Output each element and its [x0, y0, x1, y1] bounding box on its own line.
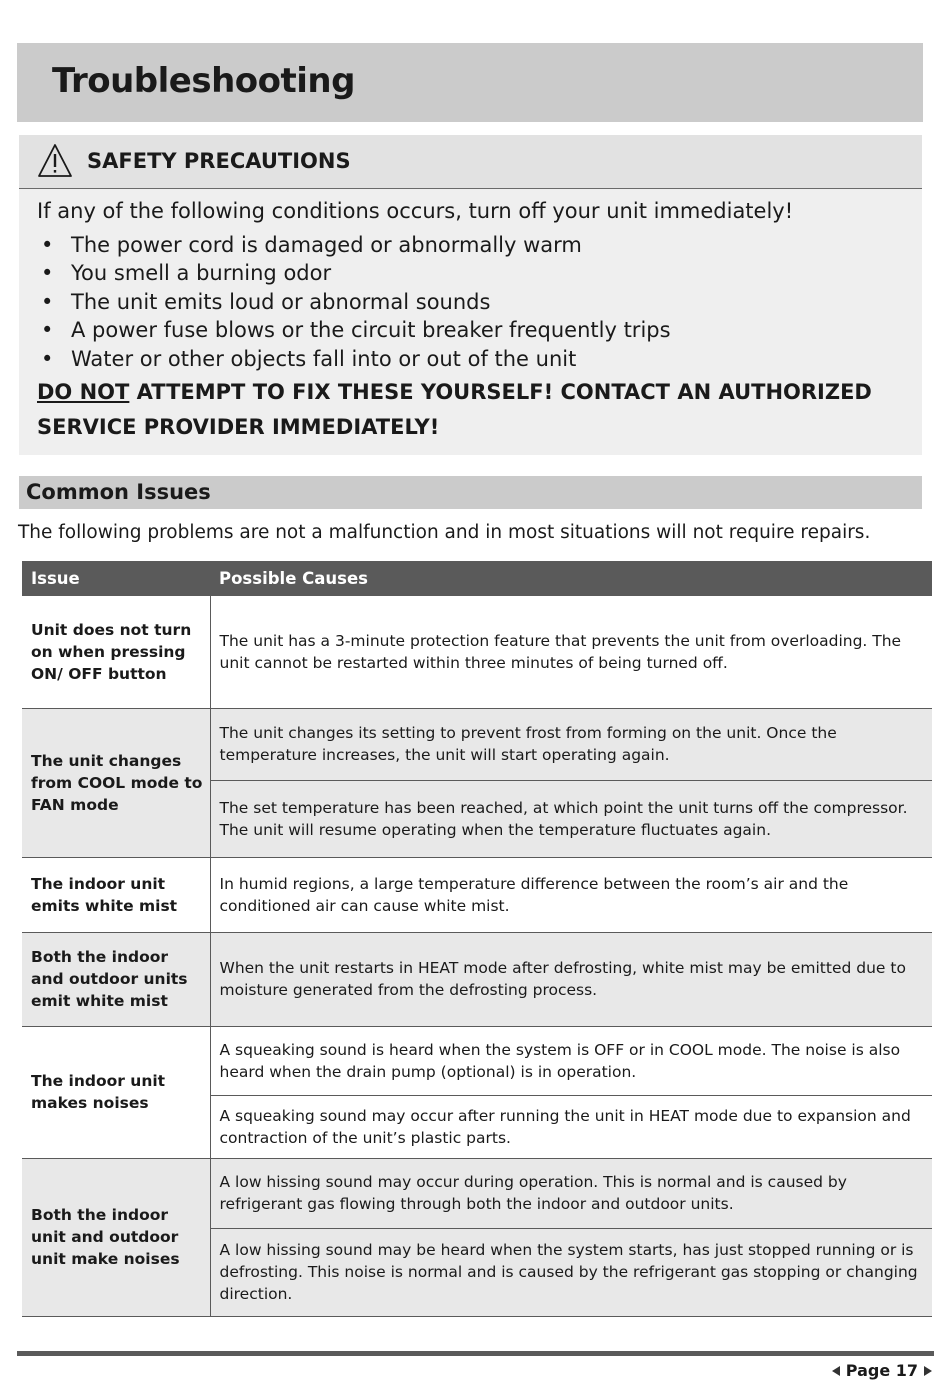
- cause-cell: The unit changes its setting to prevent frost from forming on the unit. Once the temperature increases, the unit will start operating again.: [210, 708, 932, 780]
- page-indicator: [832, 1361, 932, 1380]
- common-issues-bar: [19, 476, 922, 509]
- table-row: [22, 596, 932, 708]
- cause-cell: A squeaking sound may occur after running the unit in HEAT mode due to expansion and contraction of the unit’s plastic parts.: [210, 1095, 932, 1158]
- title-bar: [17, 43, 923, 122]
- warning-text: ATTEMPT TO FIX THESE YOURSELF! CONTACT AN AUTHORIZED SERVICE PROVIDER IMMEDIATELY!: [37, 380, 872, 439]
- page-number: Page 17: [845, 1361, 918, 1380]
- list-item: • The unit emits loud or abnormal sounds: [37, 287, 671, 317]
- warning-emphasis: DO NOT: [37, 380, 130, 404]
- safety-warning: [37, 375, 897, 445]
- list-item: • A power fuse blows or the circuit breaker frequently trips: [37, 317, 671, 343]
- list-item: • The power cord is damaged or abnormally warm: [37, 231, 671, 259]
- next-page-icon[interactable]: [924, 1366, 932, 1376]
- table-row: [22, 708, 932, 780]
- issue-cell: Both the indoor and outdoor units emit white mist: [22, 932, 210, 1026]
- cause-cell: When the unit restarts in HEAT mode after defrosting, white mist may be emitted due to moisture generated from the defrosting process.: [210, 932, 932, 1026]
- cause-cell: A squeaking sound is heard when the system is OFF or in COOL mode. The noise is also heard when the drain pump (optional) is in operation.: [210, 1026, 932, 1095]
- issues-table: [22, 561, 932, 1317]
- cause-cell: The set temperature has been reached, at which point the unit turns off the compressor. The unit will resume operating when the temperature fluctuates again.: [210, 780, 932, 857]
- issue-cell: Unit does not turn on when pressing ON/ OFF button: [22, 596, 210, 708]
- table-row: [22, 857, 932, 932]
- table-row: [22, 1158, 932, 1228]
- list-item: • Water or other objects fall into or out of the unit: [37, 343, 671, 375]
- common-issues-note: The following problems are not a malfunction and in most situations will not require repairs.: [18, 522, 871, 543]
- column-header-causes: Possible Causes: [210, 561, 932, 596]
- safety-header: [19, 135, 922, 189]
- safety-precautions-box: [19, 135, 922, 455]
- table-row: [22, 932, 932, 1026]
- footer-divider: [17, 1351, 934, 1356]
- cause-cell: A low hissing sound may occur during operation. This is normal and is caused by refrigerant gas flowing through both the indoor and outdoor units.: [210, 1158, 932, 1228]
- cause-cell: The unit has a 3-minute protection feature that prevents the unit from overloading. The unit cannot be restarted within three minutes of being turned off.: [210, 596, 932, 708]
- cause-cell: A low hissing sound may be heard when the system starts, has just stopped running or is defrosting. This noise is normal and is caused by the refrigerant gas stopping or changing direction.: [210, 1228, 932, 1316]
- cause-cell: In humid regions, a large temperature difference between the room’s air and the conditioned air can cause white mist.: [210, 857, 932, 932]
- warning-triangle-icon: [37, 143, 73, 179]
- issue-cell: The indoor unit makes noises: [22, 1026, 210, 1158]
- safety-intro: If any of the following conditions occurs, turn off your unit immediately!: [37, 199, 794, 223]
- previous-page-icon[interactable]: [832, 1366, 840, 1376]
- issue-cell: Both the indoor unit and outdoor unit make noises: [22, 1158, 210, 1316]
- column-header-issue: Issue: [22, 561, 210, 596]
- table-row: [22, 1026, 932, 1095]
- issue-cell: The unit changes from COOL mode to FAN mode: [22, 708, 210, 857]
- page-title: Troubleshooting: [52, 61, 355, 101]
- safety-conditions-list: [37, 231, 671, 375]
- common-issues-heading: Common Issues: [26, 480, 211, 504]
- list-item: • You smell a burning odor: [37, 259, 671, 287]
- table-header-row: [22, 561, 932, 596]
- issue-cell: The indoor unit emits white mist: [22, 857, 210, 932]
- safety-heading: SAFETY PRECAUTIONS: [87, 149, 351, 173]
